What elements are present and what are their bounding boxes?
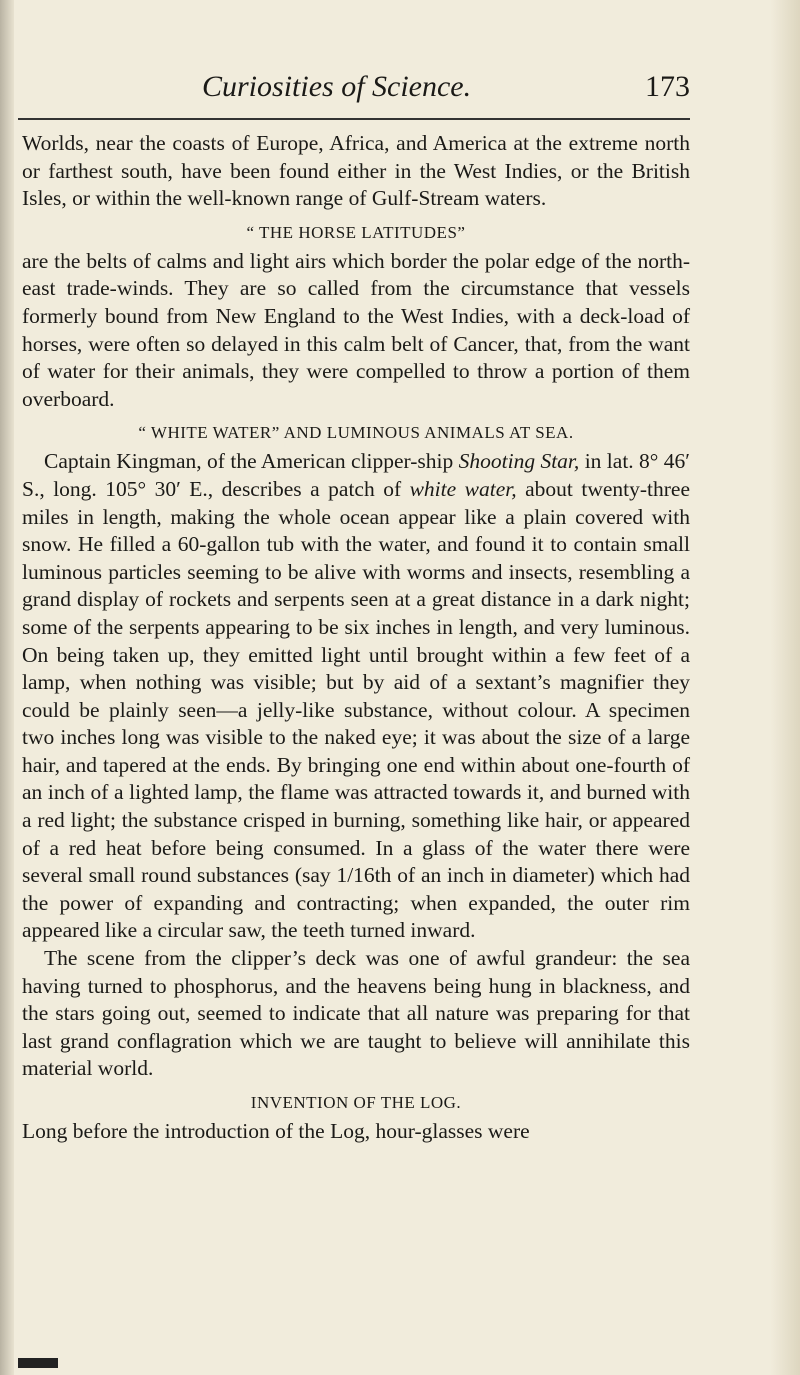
paragraph-continuation: Worlds, near the coasts of Europe, Africa, and America at the extreme north or farthest south, have been found either in the West Indies, or the British Isles, or within the well-known range of Gulf-Stream waters. (22, 131, 690, 211)
white-water-term: white water, (409, 476, 517, 501)
paragraph-white-water (22, 448, 690, 945)
paragraph-clipper-scene: The scene from the clipper’s deck was one of awful grandeur: the sea having turned to phosphorus, and the heavens being hung in blackness, and the stars going out, seemed to indicate that all nature was preparing for that last grand conflagration which we are taught to believe will annihilate this material world. (22, 946, 690, 1081)
running-title: Curiosities of Science. (202, 70, 472, 103)
text-run: about twenty-three miles in length, making the whole ocean appear like a plain covered with snow. He filled a 60-gallon tub with the water, and found it to contain small luminous particles seeming to be alive with worms and insects, resembling a grand display of rockets and serpents seen at a great distance in a dark night; some of the serpents appearing to be six inches in length, and very luminous. On being taken up, they emitted light until brought within a few feet of a lamp, when nothing was visible; but by aid of a sextant’s magnifier they could be plainly seen—a jelly-like substance, without colour. A specimen two inches long was visible to the naked eye; it was about the size of a large hair, and tapered at the ends. By bringing one end within about one-fourth of an inch of a lighted lamp, the flame was attracted towards it, and burned with a red light; the substance crisped in burning, something like hair, or appeared of a red heat before being consumed. In a glass of the water there were several small round substances (say 1/16th of an inch in diameter) which had the power of expanding and contracting; when expanded, the outer rim appeared like a circular saw, the teeth turned inward. (22, 476, 690, 943)
text-run: in lat. 8° 46′ S., long. 105° 30′ E., describes a patch of (22, 449, 690, 501)
page-edge (770, 0, 800, 1375)
bottom-mark (18, 1358, 58, 1368)
section-heading-invention-of-log: INVENTION OF THE LOG. (250, 1093, 462, 1112)
page-number: 173 (645, 70, 690, 103)
section-heading-horse-latitudes: “ THE HORSE LATITUDES” (246, 222, 466, 242)
ship-name: Shooting Star, (458, 449, 580, 474)
book-binding-shadow (0, 0, 14, 1375)
paragraph-horse-latitudes: are the belts of calms and light airs which border the polar edge of the north-east trade-winds. They are so called from the circumstance that vessels formerly bound from New England to the West Indies, with a deck-load of horses, were often so delayed in this calm belt of Cancer, that, from the want of water for their animals, they were compelled to throw a portion of them overboard. (22, 248, 690, 411)
page-header (150, 70, 690, 116)
header-rule (18, 118, 690, 120)
section-heading-white-water: “ WHITE WATER” AND LUMINOUS ANIMALS AT SEA. (138, 423, 574, 443)
text-run: Captain Kingman, of the American clipper-ship (44, 449, 459, 474)
paragraph-invention-of-log: Long before the introduction of the Log, hour-glasses were (22, 1119, 530, 1143)
page-body (22, 130, 690, 1146)
